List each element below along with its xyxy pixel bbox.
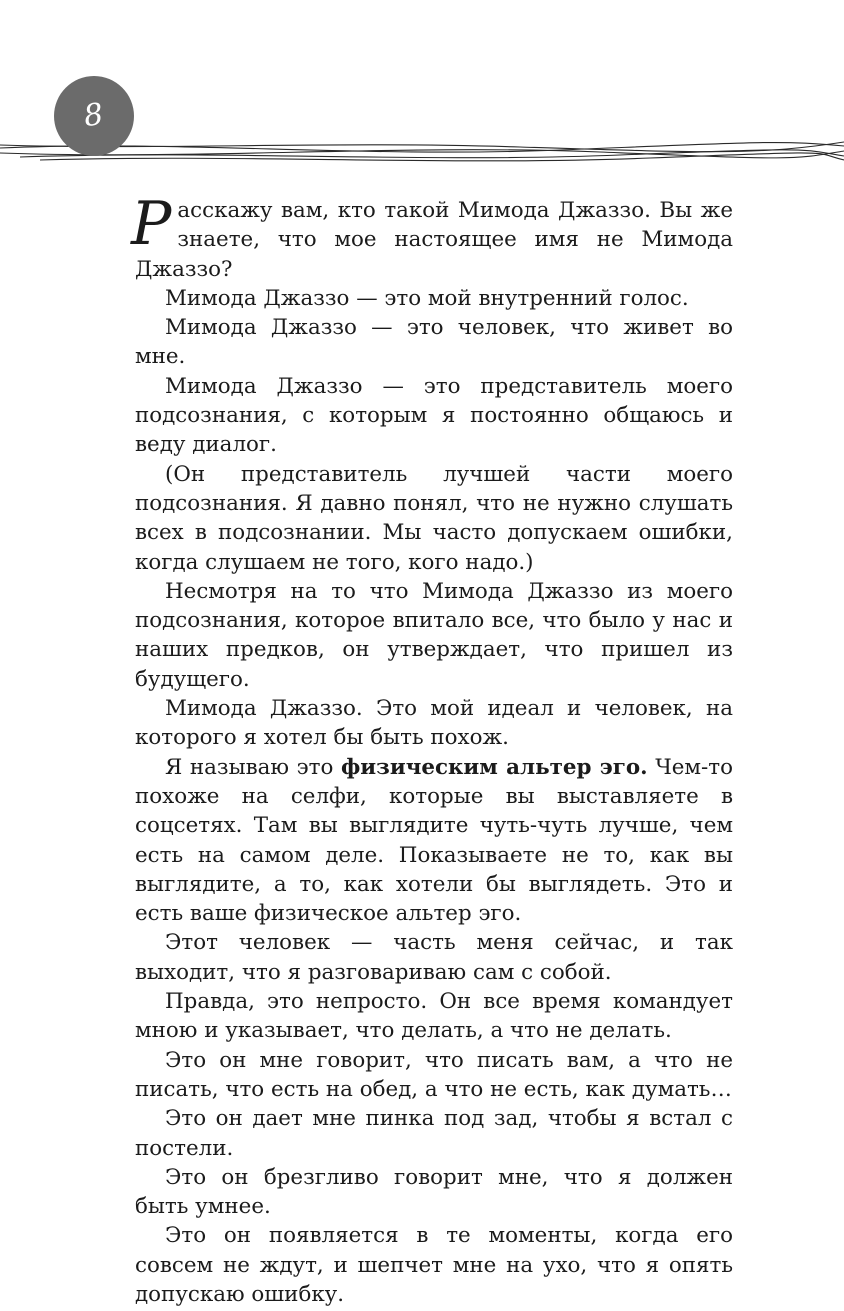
paragraph-13: Это он брезгливо говорит мне, что я должен быть умнее. bbox=[135, 1164, 733, 1220]
paragraph-7: Мимода Джаззо. Это мой идеал и человек, на которого я хотел бы быть похож. bbox=[135, 696, 733, 751]
paragraph-4: Мимода Джаззо — это представитель моего подсознания, с которым я постоянно общаюсь и веду диалог. bbox=[135, 373, 733, 458]
paragraph-3: Мимода Джаззо — это человек, что живет во мне. bbox=[135, 315, 733, 370]
page-header bbox=[0, 0, 844, 200]
paragraph-1: Расскажу вам, кто такой Мимода Джаззо. Вы же знаете, что мое настоящее имя не Мимода Джаззо? bbox=[131, 189, 733, 282]
paragraph-9: Этот человек — часть меня сейчас, и так выходит, что я разговариваю сам с собой. bbox=[135, 930, 733, 985]
paragraph-6: Несмотря на то что Мимода Джаззо из моего подсознания, которое впитало все, что было у нас и наших предков, он утверждает, что пришел из будущего. bbox=[135, 578, 733, 692]
page-number: 8 bbox=[82, 96, 106, 135]
paragraph-12: Это он дает мне пинка под зад, чтобы я встал с постели. bbox=[135, 1106, 733, 1161]
page-number-badge bbox=[54, 76, 134, 156]
chapter-text bbox=[131, 189, 733, 1309]
paragraph-5: (Он представитель лучшей части моего подсознания. Я давно понял, что не нужно слушать всех в подсознании. Мы часто допускаем ошибки, когда слушаем не того, кого надо.) bbox=[135, 461, 733, 575]
paragraph-11: Это он мне говорит, что писать вам, а что не писать, что есть на обед, а что не есть, как думать… bbox=[135, 1047, 733, 1102]
paragraph-10: Правда, это непросто. Он все время командует мною и указывает, что делать, а что не делать. bbox=[135, 989, 733, 1044]
paragraph-8: Я называю это физическим альтер эго. Чем-то похоже на селфи, которые вы выставляете в соцсетях. Там вы выглядите чуть-чуть лучше, чем есть на самом деле. Показываете не то, как вы выглядите, а то, как хотели бы выглядеть. Это и есть ваше физическое альтер эго. bbox=[135, 754, 733, 927]
paragraph-14: Это он появляется в те моменты, когда его совсем не ждут, и шепчет мне на ухо, что я опять допускаю ошибку. bbox=[135, 1223, 733, 1307]
emphasis-text: физическим альтер эго. bbox=[341, 754, 648, 780]
drop-cap: Р bbox=[131, 189, 172, 259]
paragraph-2: Мимода Джаззо — это мой внутренний голос. bbox=[165, 285, 689, 311]
